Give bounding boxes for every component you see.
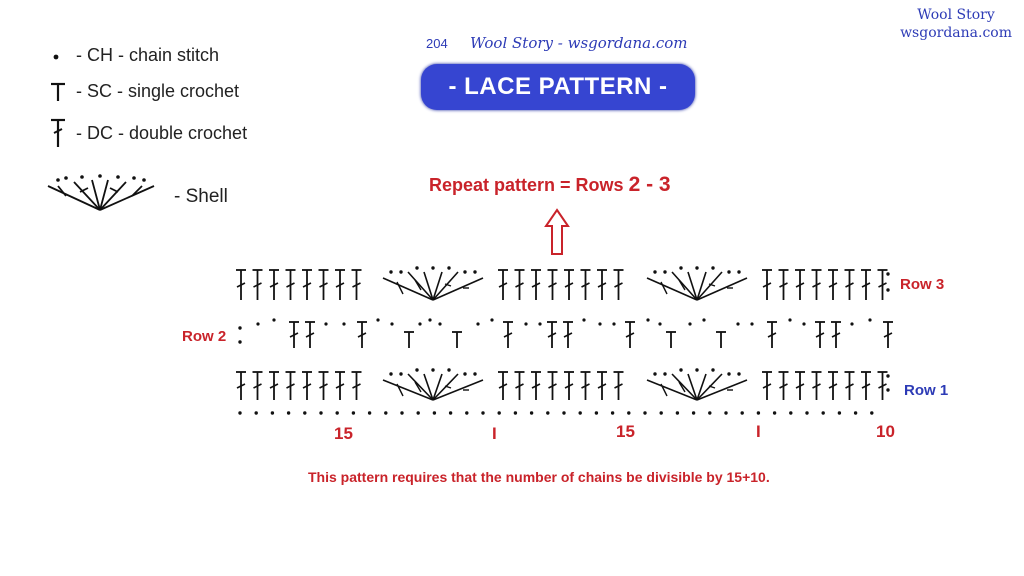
chain-dot (490, 318, 493, 321)
chain-dot (702, 318, 705, 321)
foundation-chain-dot (757, 411, 760, 414)
repeat-separator: I (756, 422, 761, 441)
row-3-label: Row 3 (900, 276, 945, 293)
foundation-chain-dot (595, 411, 598, 414)
chain-dot (886, 288, 889, 291)
repeat-separator: I (492, 424, 497, 443)
chain-dot (658, 322, 661, 325)
row-2-stitches (289, 322, 893, 348)
chain-dot (802, 322, 805, 325)
chain-dot-icon (40, 40, 76, 70)
foundation-chain-dot (562, 411, 565, 414)
stitch-diagram (0, 250, 1024, 430)
foundation-chain-dot (514, 411, 517, 414)
foundation-chain-dot (627, 411, 630, 414)
chain-dot (538, 322, 541, 325)
double-crochet-group (236, 270, 362, 300)
chain-dot (736, 322, 739, 325)
double-crochet-group (762, 270, 888, 300)
count-label: 15 (334, 424, 353, 443)
legend-label: - SC - single crochet (76, 80, 240, 101)
watermark-line-1: Wool Story (917, 7, 995, 23)
foundation-chain-dot (708, 411, 711, 414)
count-label: 15 (616, 422, 635, 441)
watermark (900, 6, 1012, 42)
legend-item-single-crochet (40, 76, 239, 106)
foundation-chain-dot (660, 411, 663, 414)
foundation-chain-dot (546, 411, 549, 414)
row-1-label: Row 1 (904, 382, 949, 399)
up-arrow-icon (544, 208, 570, 256)
foundation-chain-dot (303, 411, 306, 414)
legend-label: - CH - chain stitch (76, 44, 220, 65)
double-crochet-group (236, 372, 362, 400)
foundation-chain-dot (498, 411, 501, 414)
foundation-chain-dot (870, 411, 873, 414)
foundation-chain-dot (805, 411, 808, 414)
foundation-chain-dot (822, 411, 825, 414)
legend-label: - Shell (174, 185, 228, 207)
chain-dot (256, 322, 259, 325)
foundation-chain-dot (643, 411, 646, 414)
repeat-text: Repeat pattern = Rows (429, 175, 624, 195)
chain-dot (886, 272, 889, 275)
repeat-rows: 2 - 3 (628, 173, 671, 196)
brand-text: Wool Story - wsgordana.com (470, 34, 688, 52)
count-label: 10 (876, 422, 895, 441)
chain-dot (418, 322, 421, 325)
foundation-chain-dot (271, 411, 274, 414)
chain-dot (850, 322, 853, 325)
title-banner (421, 64, 695, 110)
chain-dot (788, 318, 791, 321)
foundation-chain-dot (287, 411, 290, 414)
foundation-chain-dot (384, 411, 387, 414)
legend-label: - DC - double crochet (76, 122, 248, 143)
page-title: - LACE PATTERN - (448, 73, 668, 100)
chain-dot (324, 322, 327, 325)
foundation-chain-dot (838, 411, 841, 414)
chain-dot (688, 322, 691, 325)
watermark-line-2: wsgordana.com (900, 25, 1012, 41)
chain-dot (524, 322, 527, 325)
chain-dot (390, 322, 393, 325)
foundation-chain-dot (481, 411, 484, 414)
legend-item-double-crochet (40, 118, 247, 148)
shell-stitch (383, 266, 483, 300)
foundation-chain-dot (400, 411, 403, 414)
foundation-chain-dot (530, 411, 533, 414)
foundation-chain-dot (741, 411, 744, 414)
legend-item-shell (44, 174, 228, 219)
double-crochet-group (762, 372, 888, 400)
page-number: 204 (426, 36, 448, 51)
foundation-chain-dot (255, 411, 258, 414)
shell-stitch (383, 368, 483, 400)
double-crochet-group (498, 372, 624, 400)
single-crochet-icon (40, 76, 76, 106)
foundation-chain-dot (465, 411, 468, 414)
double-crochet-icon (40, 118, 76, 148)
chain-dot (272, 318, 275, 321)
shell-stitch (647, 368, 747, 400)
chain-dot (476, 322, 479, 325)
foundation-chain-dot (789, 411, 792, 414)
chain-dot (428, 318, 431, 321)
foundation-chain-dot (368, 411, 371, 414)
chain-dot (612, 322, 615, 325)
repeat-pattern-text (429, 173, 671, 197)
chain-dot (750, 322, 753, 325)
chain-dot (646, 318, 649, 321)
shell-icon (44, 174, 160, 219)
foundation-chain-dot (336, 411, 339, 414)
foundation-chain-dot (319, 411, 322, 414)
divisibility-note: This pattern requires that the number of chains be divisible by 15+10. (308, 469, 770, 485)
foundation-chain-dot (449, 411, 452, 414)
foundation-chain-dot (238, 411, 241, 414)
foundation-chain-dot (773, 411, 776, 414)
foundation-chain-dot (417, 411, 420, 414)
chain-dot (342, 322, 345, 325)
row-2-label: Row 2 (182, 328, 227, 345)
shell-stitch (647, 266, 747, 300)
foundation-chain-dot (724, 411, 727, 414)
chain-dot (376, 318, 379, 321)
chain-dot (886, 374, 889, 377)
foundation-chain-dot (692, 411, 695, 414)
chain-dot (438, 322, 441, 325)
chain-dot (886, 388, 889, 391)
legend-item-chain (40, 40, 219, 70)
double-crochet-group (498, 270, 624, 300)
chain-dot (238, 326, 241, 329)
foundation-chain-dot (676, 411, 679, 414)
foundation-chain-dot (433, 411, 436, 414)
chain-dot (598, 322, 601, 325)
chain-dot (582, 318, 585, 321)
foundation-chain-dot (854, 411, 857, 414)
foundation-chain-dot (611, 411, 614, 414)
chain-dot (868, 318, 871, 321)
foundation-chain-dot (352, 411, 355, 414)
chain-dot (238, 340, 241, 343)
foundation-chain-dot (579, 411, 582, 414)
